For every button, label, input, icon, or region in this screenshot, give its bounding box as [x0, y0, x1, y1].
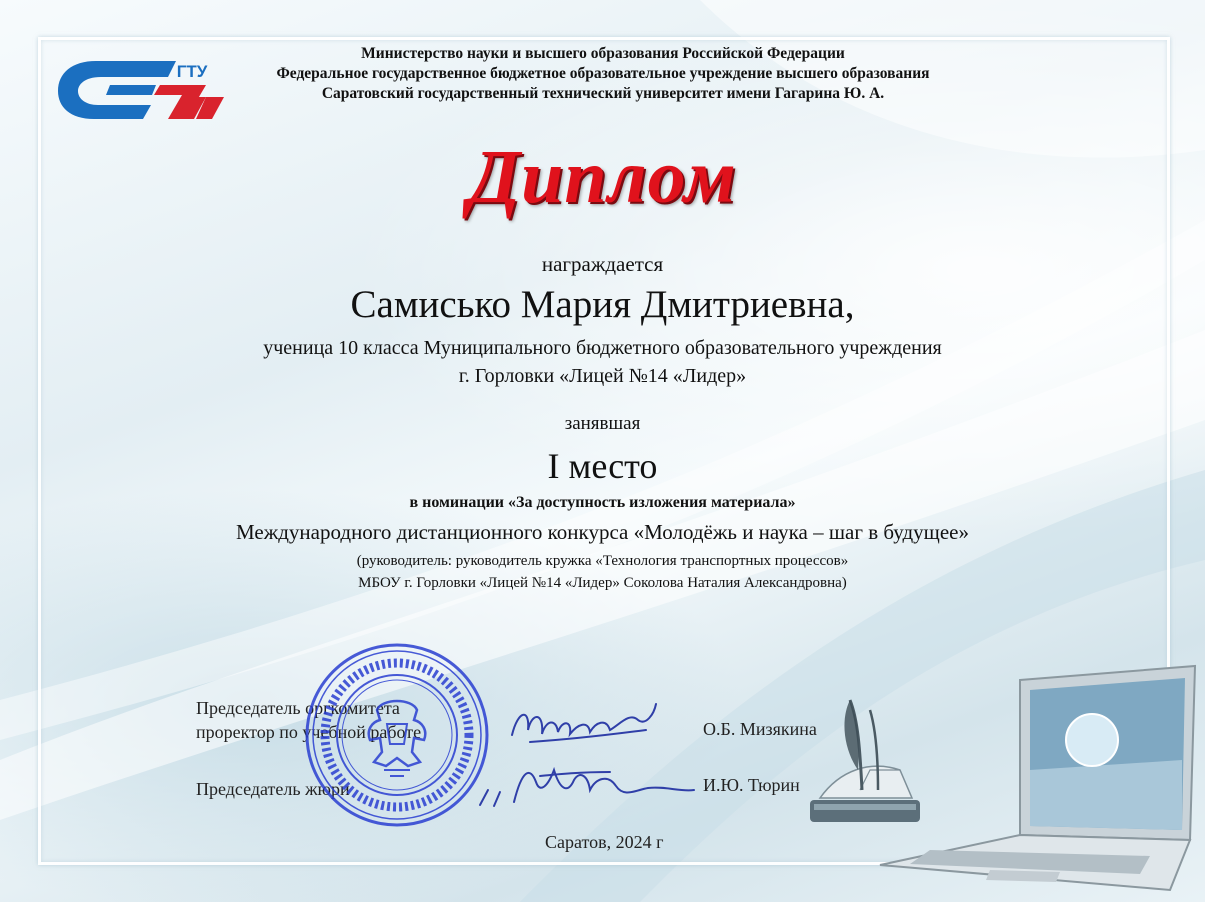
place: I место: [547, 446, 658, 486]
handwritten-signatures: [470, 690, 700, 820]
recipient-name: Самисько Мария Дмитриевна,: [350, 283, 855, 326]
recipient-description: [0, 334, 1205, 390]
header-ministry: Министерство науки и высшего образования Российской Федерации: [361, 45, 845, 62]
jury-chair-title: Председатель жюри: [196, 779, 350, 799]
nomination: в номинации «За доступность изложения материала»: [409, 494, 796, 511]
org-chair-line2: проректор по учебной работе: [196, 722, 422, 742]
logo-text: ГТУ: [176, 62, 208, 81]
contest-name: Международного дистанционного конкурса «Молодёжь и наука – шаг в будущее»: [236, 520, 969, 544]
occupied-label: занявшая: [564, 413, 641, 434]
recipient-description-line2: г. Горловки «Лицей №14 «Лидер»: [458, 365, 747, 387]
header-university: Саратовский государственный технический университет имени Гагарина Ю. А.: [321, 85, 885, 102]
header: [160, 44, 1046, 104]
supervisor-line2: МБОУ г. Горловки «Лицей №14 «Лидер» Соколова Наталия Александровна): [358, 575, 847, 591]
header-institution-type: Федеральное государственное бюджетное образовательное учреждение высшего образования: [276, 65, 930, 82]
supervisor-info: [0, 550, 1205, 594]
supervisor-line1: (руководитель: руководитель кружка «Технология транспортных процессов»: [356, 553, 849, 569]
official-stamp: [302, 640, 492, 830]
recipient-description-line1: ученица 10 класса Муниципального бюджетного образовательного учреждения: [263, 337, 942, 359]
diploma-title: Диплом: [468, 135, 737, 219]
city-year: Саратов, 2024 г: [545, 832, 664, 852]
laptop-illustration: [870, 660, 1205, 900]
org-chair-line1: Председатель оргкомитета: [196, 698, 400, 718]
org-chair-name: О.Б. Мизякина: [703, 719, 817, 739]
jury-chair-name: И.Ю. Тюрин: [703, 775, 800, 795]
awarded-label: награждается: [541, 252, 664, 276]
